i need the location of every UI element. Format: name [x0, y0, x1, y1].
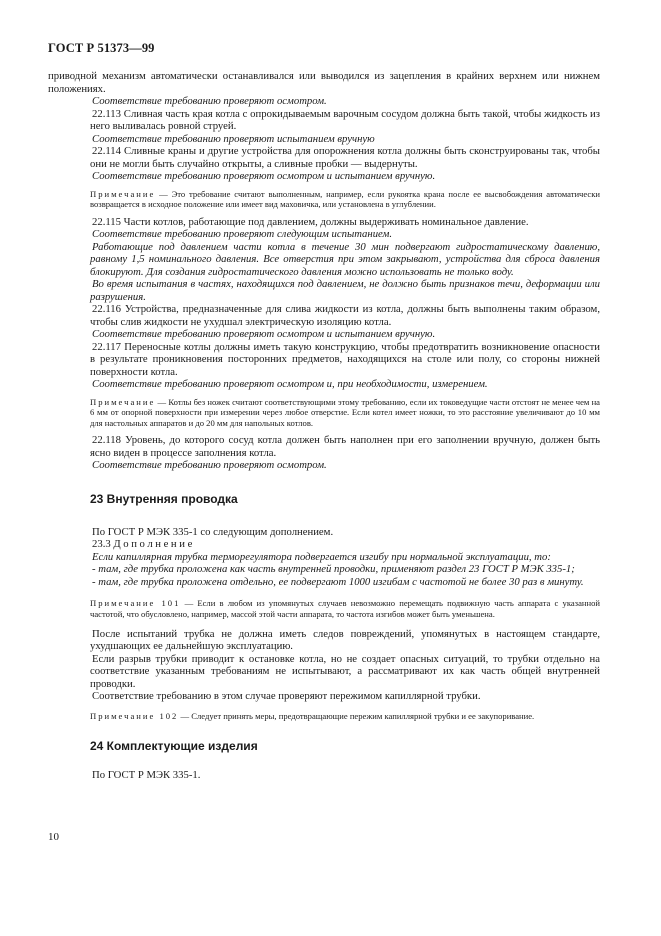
note: [90, 397, 600, 429]
compliance-text: Соответствие требованию проверяют осмотром и испытанием вручную.: [92, 170, 436, 182]
clause-22-118: 22.118 Уровень, до которого сосуд котла должен быть наполнен при его заполнении вручную, должен быть ясно виден в процессе заполнения котла.: [90, 434, 600, 459]
document-header: ГОСТ Р 51373—99: [48, 41, 155, 55]
supplement-text: Если капиллярная трубка терморегулятора подвергается изгибу при нормальной эксплуатации, то:: [92, 550, 551, 563]
note-label: Примечание: [90, 188, 156, 199]
note-text: — Котлы без ножек считают соответствующими этому требованию, если их токоведущие части отстоят не менее чем на 6 мм от опорной поверхности при измерении через любое отверстие. Если котел имеет ножки, то это расстояние увеличивают до 10 мм для настольных аппаратов и до 20 мм для напольных котлов.: [90, 396, 600, 428]
section-heading-24: 24 Комплектующие изделия: [90, 739, 258, 754]
clause-22-115: 22.115 Части котлов, работающие под давлением, должны выдерживать номинальное давление.: [92, 215, 529, 228]
compliance-text: Соответствие требованию проверяют осмотром и испытанием вручную.: [92, 328, 436, 341]
compliance-text: Соответствие требованию проверяют следующим испытанием.: [92, 228, 393, 241]
supplement-item: - там, где трубка проложена как часть внутренней проводки, применяют раздел 23 ГОСТ Р МЭК 335-1;: [92, 563, 575, 576]
clause-number: 23.3: [92, 538, 114, 551]
note-label: Примечание: [90, 396, 156, 407]
supplement-label: Дополнение: [113, 538, 195, 551]
section-heading-23: 23 Внутренняя проводка: [90, 491, 238, 506]
section-23-intro: По ГОСТ Р МЭК 335-1 со следующим дополнением.: [92, 525, 334, 538]
page-number: 10: [48, 831, 59, 843]
paragraph-continuation: приводной механизм автоматически останавливался или выводился из зацепления в крайних верхнем или нижнем положениях.: [48, 70, 600, 95]
note-label: Примечание 102: [90, 710, 179, 721]
clause-22-113: 22.113 Сливная часть края котла с опрокидываемым варочным сосудом должна быть такой, чтобы жидкость из него выливалась ровной струей.: [90, 107, 600, 132]
paragraph: Если разрыв трубки приводит к остановке котла, но не создает опасных ситуаций, то трубки отдельно на соответствие указанным требованиям не испытывают, а рассматривают их как часть общей внутренней проводки.: [90, 652, 600, 690]
clause-22-114: 22.114 Сливные краны и другие устройства для опорожнения котла должны быть сконструированы так, чтобы они не могли быть случайно открыты, а сливные пробки — выдернуты.: [90, 145, 600, 170]
clause-22-117: 22.117 Переносные котлы должны иметь такую конструкцию, чтобы предотвратить возникновение опасности в результате проникновения посторонних предметов, находящихся на столе или полу, со стороны нижней поверхности котла.: [90, 340, 600, 378]
clause-22-116: 22.116 Устройства, предназначенные для слива жидкости из котла, должны быть выполнены таким образом, чтобы слив жидкости не ухудшал электрическую изоляцию котла.: [90, 303, 600, 328]
clause-23-3: [90, 538, 600, 551]
compliance-text: Соответствие требованию проверяют осмотром.: [92, 95, 327, 107]
page-content: [48, 70, 600, 782]
note-text: — Это требование считают выполненным, например, если рукоятка крана после ее высвобождения автоматически возвращается в исходное положение или имеет вид маховичка, или установлена в углублении.: [90, 188, 600, 210]
note: [90, 711, 600, 722]
note-text: — Если в любом из упомянутых случаев невозможно перемещать подвижную часть аппарата с указанной частотой, что обусловлено, например, массой этой части аппарата, то частота изгибов может быть уменьшена.: [90, 598, 600, 620]
paragraph: После испытаний трубка не должна иметь следов повреждений, упомянутых в настоящем стандарте, ухудшающих ее дальнейшую эксплуатацию.: [90, 627, 600, 653]
test-description: Работающие под давлением части котла в течение 30 мин подвергают гидростатическому давлению, равному 1,5 номинального давления. Все отверстия при этом закрывают, устройства для сброса давления блокируют. Для создания гидростатического давления можно использовать не только воду.: [90, 240, 600, 278]
compliance-text: Соответствие требованию проверяют осмотром.: [92, 459, 327, 472]
compliance-text: Соответствие требованию проверяют осмотром и, при необходимости, измерением.: [92, 378, 488, 391]
note-label: Примечание 101: [90, 598, 181, 609]
supplement-item: - там, где трубка проложена отдельно, ее подвергают 1000 изгибам с частотой не более 30 раз в минуту.: [92, 575, 584, 588]
paragraph: Соответствие требованию в этом случае проверяют пережимом капиллярной трубки.: [92, 690, 481, 703]
compliance-text: Соответствие требованию проверяют испытанием вручную: [92, 132, 375, 145]
section-24-text: По ГОСТ Р МЭК 335-1.: [92, 769, 201, 782]
note: [90, 598, 600, 619]
note: [90, 189, 600, 210]
note-text: — Следует принять меры, предотвращающие пережим капиллярной трубки и ее закупоривание.: [178, 710, 535, 721]
test-criterion: Во время испытания в частях, находящихся под давлением, не должно быть признаков течи, деформации или разрушения.: [90, 278, 600, 303]
